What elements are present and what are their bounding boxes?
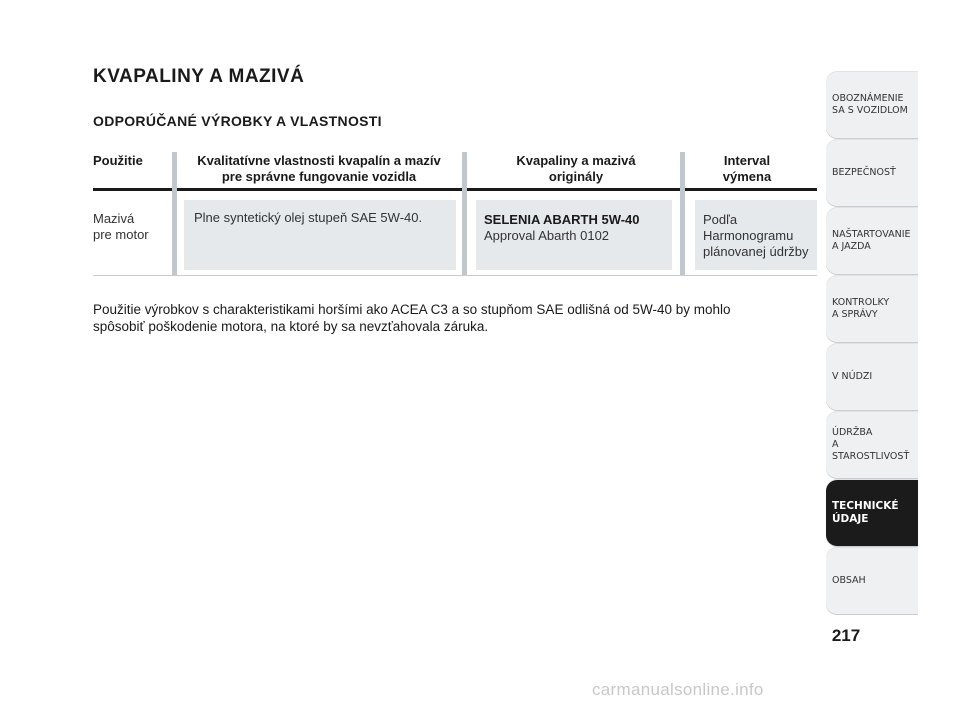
tab-label-line-2: A STAROSTLIVOSŤ	[832, 439, 910, 462]
cell-original-name: SELENIA ABARTH 5W-40	[484, 212, 640, 227]
tab-v-nudzi[interactable]	[826, 344, 918, 410]
tab-obsah[interactable]	[826, 548, 918, 614]
cell-interval-line-2: Harmonogramu	[703, 228, 794, 243]
cell-quality-text: Plne syntetický olej stupeň SAE 5W-40.	[194, 210, 423, 225]
tab-label-line-1: OBSAH	[832, 575, 866, 586]
tab-label-line-1: ÚDRŽBA	[832, 427, 873, 438]
page-title: KVAPALINY A MAZIVÁ	[93, 66, 305, 87]
header-quality-line-2: pre správne fungovanie vozidla	[221, 169, 417, 184]
column-separator	[172, 152, 177, 276]
header-interval-line-2: výmena	[722, 169, 772, 184]
tab-label-line-1: KONTROLKY	[832, 297, 890, 308]
cell-original	[476, 200, 672, 270]
cell-use-line-2: pre motor	[93, 227, 149, 242]
tab-label-line-2: A JAZDA	[832, 241, 871, 252]
tab-nastartovanie[interactable]	[826, 208, 918, 274]
section-subtitle: ODPORÚČANÉ VÝROBKY A VLASTNOSTI	[93, 113, 382, 129]
header-original-line-1: Kvapaliny a mazivá	[516, 153, 636, 168]
tab-label-line-2: ÚDAJE	[832, 513, 869, 525]
header-interval-line-1: Interval	[723, 153, 771, 168]
header-use: Použitie	[93, 153, 143, 168]
header-interval	[690, 153, 804, 185]
tab-oboznamenie[interactable]	[826, 72, 918, 138]
cell-use-line-1: Mazivá	[93, 211, 135, 226]
column-separator	[680, 152, 685, 276]
tab-label-line-1: TECHNICKÉ	[832, 500, 899, 512]
tab-kontrolky[interactable]	[826, 276, 918, 342]
cell-interval	[695, 200, 817, 270]
warning-note	[93, 301, 803, 335]
column-separator	[462, 152, 467, 276]
tab-label-line-1: OBOZNÁMENIE	[832, 93, 904, 104]
watermark: carmanualsonline.info	[592, 680, 764, 699]
tab-udrzba[interactable]	[826, 412, 918, 478]
header-quality	[184, 153, 454, 185]
tab-label-line-2: SA S VOZIDLOM	[832, 105, 908, 116]
table-bottom-divider	[93, 275, 817, 276]
warning-note-line-2: spôsobiť poškodenie motora, na ktoré by sa nevzťahovala záruka.	[93, 319, 489, 334]
cell-quality	[184, 200, 456, 270]
header-quality-line-1: Kvalitatívne vlastnosti kvapalín a mazív	[197, 153, 441, 168]
cell-use	[93, 211, 149, 243]
page-number: 217	[831, 626, 861, 645]
cell-interval-line-3: plánovanej údržby	[703, 244, 809, 259]
tab-label-line-1: BEZPEČNOSŤ	[832, 167, 896, 178]
cell-original-approval: Approval Abarth 0102	[484, 228, 610, 243]
tab-technicke-udaje[interactable]	[826, 480, 918, 546]
tab-label-line-1: NAŠTARTOVANIE	[832, 229, 911, 240]
tab-label-line-2: A SPRÁVY	[832, 309, 878, 320]
tab-bezpecnost[interactable]	[826, 140, 918, 206]
tab-label-line-1: V NÚDZI	[832, 371, 873, 382]
header-divider	[93, 188, 817, 191]
warning-note-line-1: Použitie výrobkov s charakteristikami horšími ako ACEA C3 a so stupňom SAE odlišná od 5W-40 by mohlo	[93, 302, 731, 317]
cell-interval-line-1: Podľa	[703, 212, 738, 227]
header-original-line-2: originály	[548, 169, 604, 184]
header-original	[478, 153, 674, 185]
